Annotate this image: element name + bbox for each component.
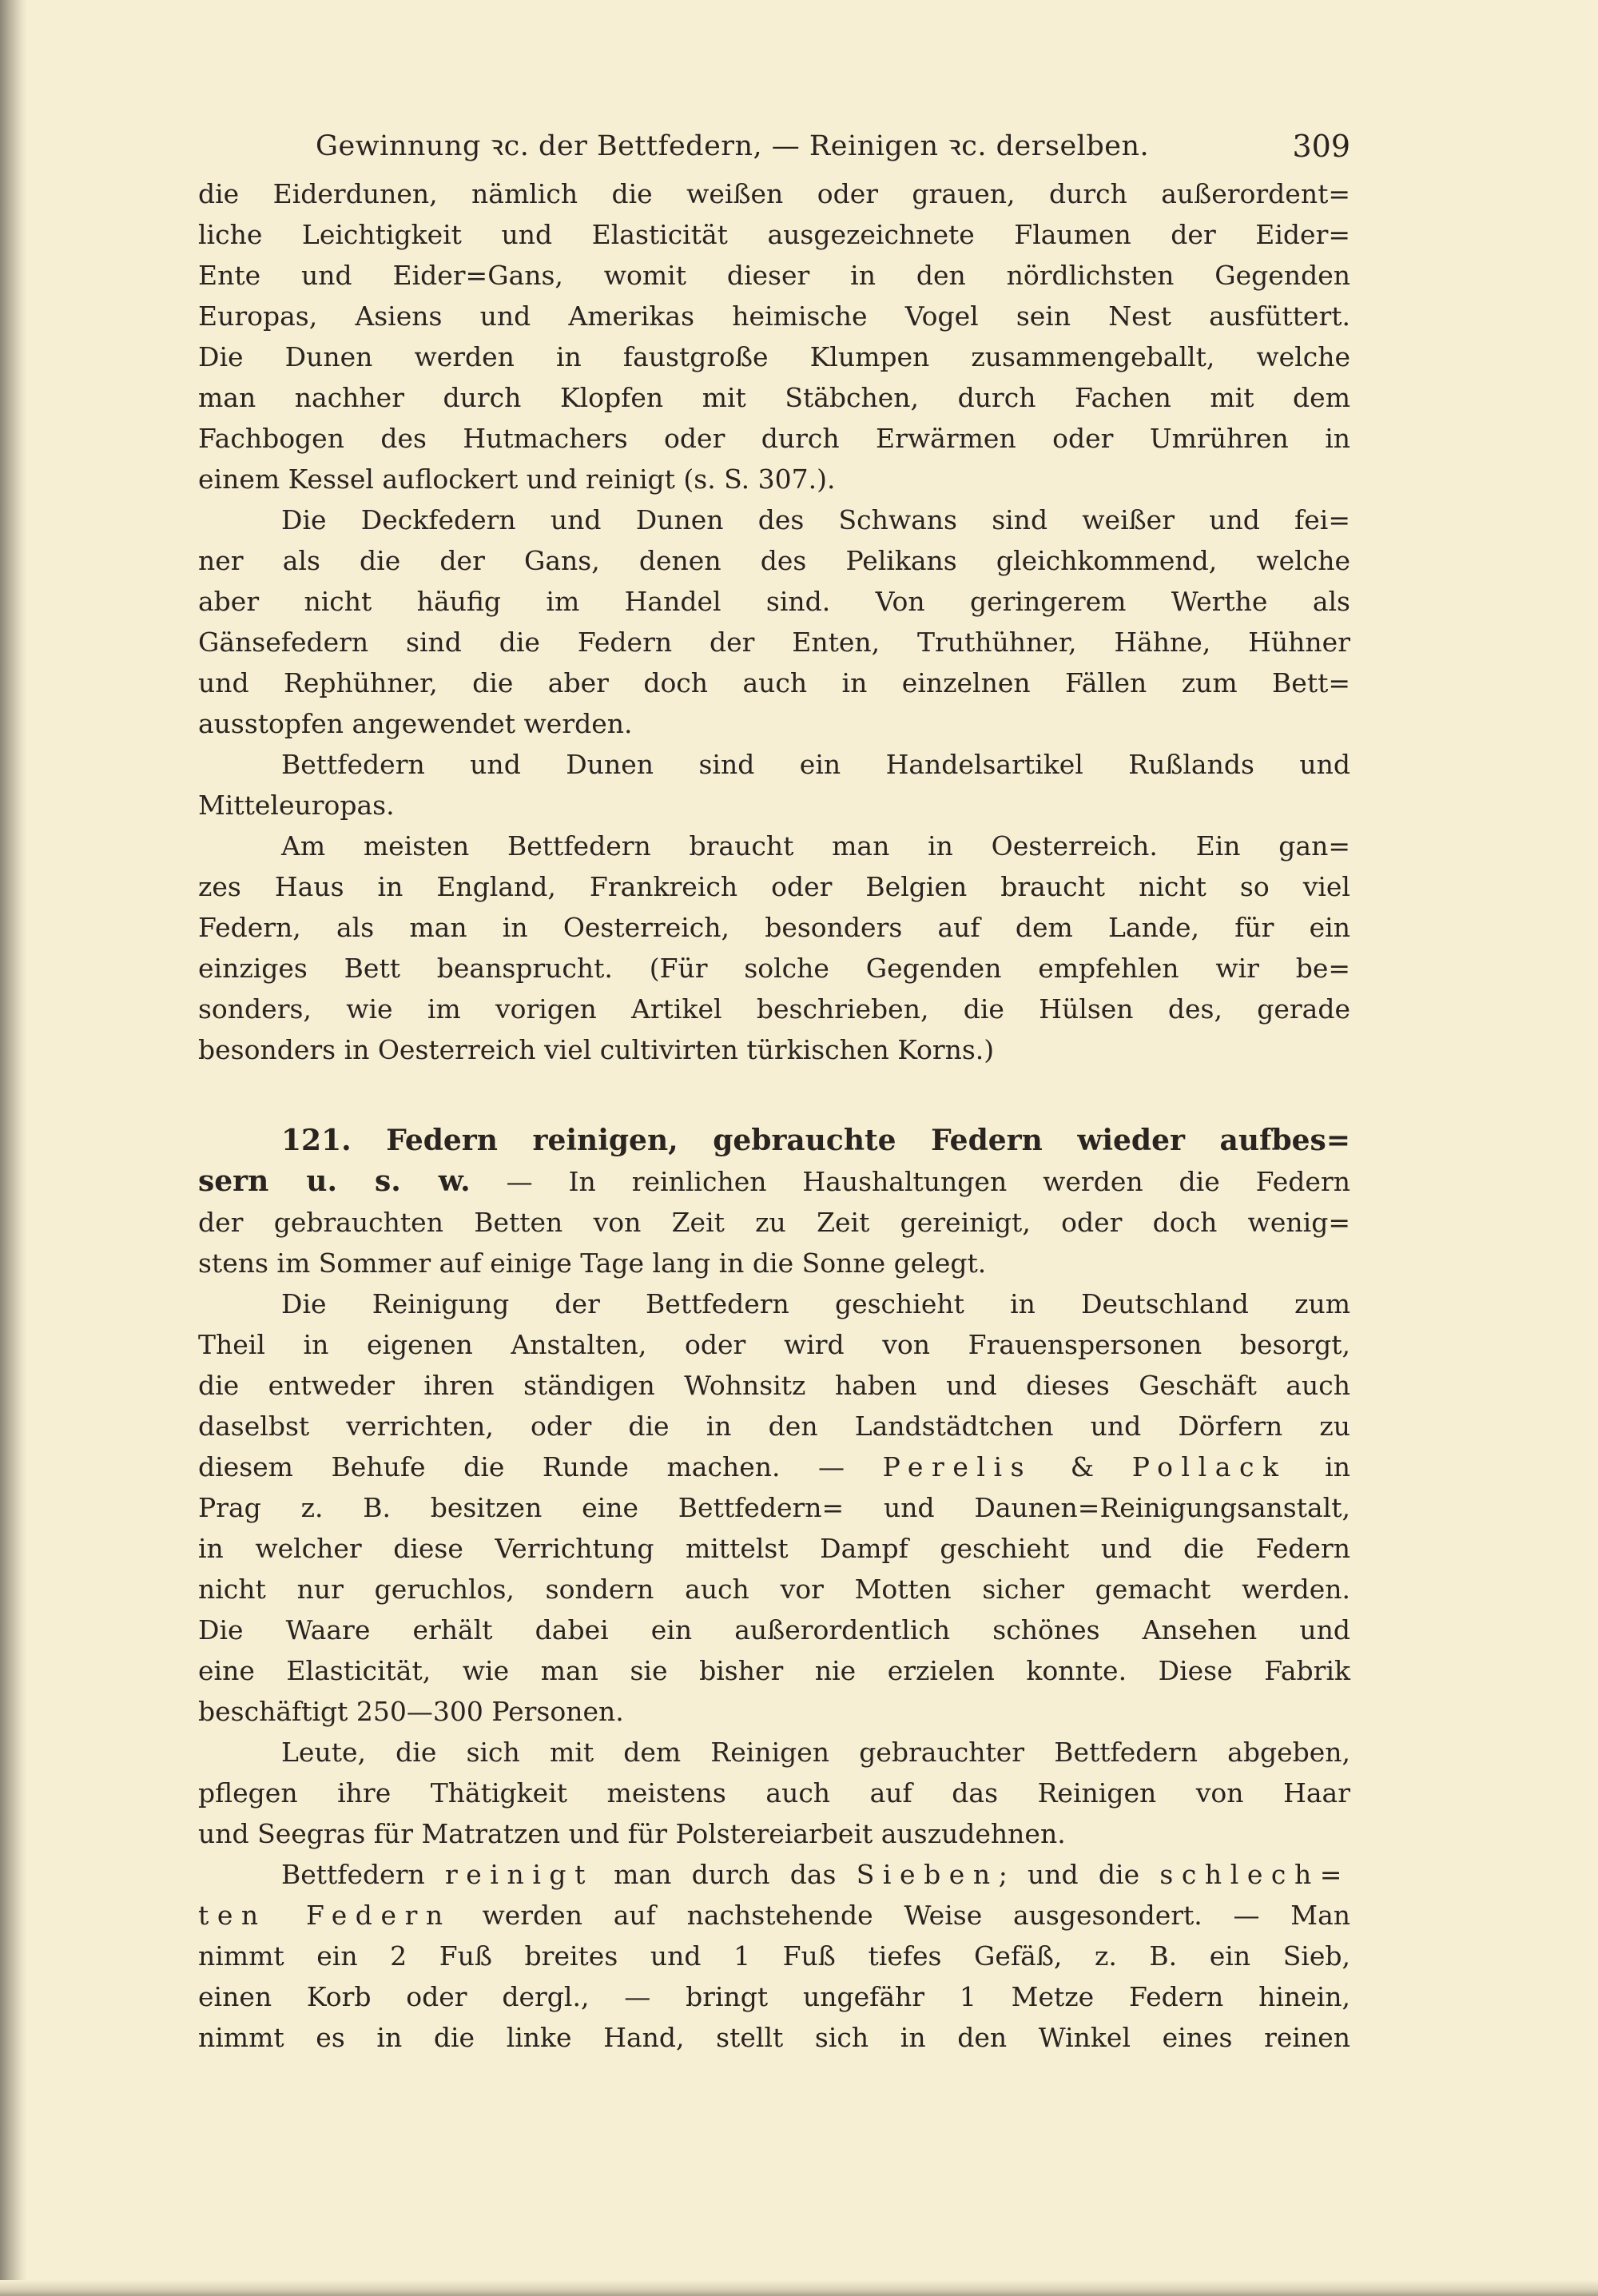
text-line: Fachbogen des Hutmachers oder durch Erwärmen oder Umrühren in (198, 423, 1350, 454)
page-bottom-edge (0, 2280, 1598, 2296)
paragraph (198, 173, 1350, 499)
text-line: Leute, die sich mit dem Reinigen gebrauchter Bettfedern abgeben, (281, 1737, 1350, 1768)
text-line: Federn, als man in Oesterreich, besonders auf dem Lande, für ein (198, 912, 1350, 943)
text-line (198, 1854, 1350, 1895)
text-line: nimmt ein 2 Fuß breites und 1 Fuß tiefes Gefäß, z. B. ein Sieb, (198, 1940, 1350, 1972)
text-line: aber nicht häufig im Handel sind. Von geringerem Werthe als (198, 586, 1350, 617)
text-line: daselbst verrichten, oder die in den Landstädtchen und Dörfern zu (198, 1411, 1350, 1442)
text-line: nicht nur geruchlos, sondern auch vor Motten sicher gemacht werden. (198, 1574, 1350, 1605)
text-line: Die Dunen werden in faustgroße Klumpen zusammengeballt, welche (198, 341, 1350, 372)
text-line: besonders in Oesterreich viel cultivirten türkischen Korns.) (198, 1034, 995, 1065)
spaced-emphasis-text: Pollack (1131, 1451, 1287, 1482)
text-line: die entweder ihren ständigen Wohnsitz haben und dieses Geschäft auch (198, 1370, 1350, 1401)
text-line: man nachher durch Klopfen mit Stäbchen, durch Fachen mit dem (198, 382, 1350, 413)
book-gutter-shadow (0, 0, 27, 2296)
text-line: der gebrauchten Betten von Zeit zu Zeit gereinigt, oder doch wenig= (198, 1207, 1350, 1238)
text-line: beschäftigt 250—300 Personen. (198, 1696, 624, 1727)
text-line: Die Deckfedern und Dunen des Schwans sind weißer und fei= (281, 504, 1350, 535)
text-segment: werden auf nachstehende Weise ausgesondert. — Man (451, 1900, 1350, 1931)
text-line: ner als die der Gans, denen des Pelikans gleichkommend, welche (198, 545, 1350, 576)
paragraph (198, 1283, 1350, 1732)
text-line: einen Korb oder dergl., — bringt ungefähr 1 Metze Federn hinein, (198, 1981, 1350, 2012)
text-line: einem Kessel auflockert und reinigt (s. S. 307.). (198, 464, 836, 495)
text-line: stens im Sommer auf einige Tage lang in die Sonne gelegt. (198, 1247, 987, 1279)
page-number: 309 (1292, 129, 1350, 164)
text-segment: & (1032, 1451, 1132, 1482)
text-line: Die Waare erhält dabei ein außerordentlich schönes Ansehen und (198, 1614, 1350, 1645)
paragraph (198, 744, 1350, 826)
page-header (198, 126, 1350, 166)
text-line: in welcher diese Verrichtung mittelst Dampf geschieht und die Federn (198, 1533, 1350, 1564)
text-line (198, 1161, 1350, 1202)
text-line: die Eiderdunen, nämlich die weißen oder grauen, durch außerordent= (198, 178, 1350, 209)
spaced-emphasis-text: ten Federn (198, 1900, 451, 1931)
paragraph (198, 826, 1350, 1070)
text-line: einziges Bett beansprucht. (Für solche Gegenden empfehlen wir be= (198, 953, 1350, 984)
spaced-emphasis-text: Perelis (882, 1451, 1033, 1482)
text-segment: — In reinlichen Haushaltungen werden die Federn (470, 1166, 1350, 1197)
text-line (198, 1895, 1350, 1936)
text-segment: diesem Behufe die Runde machen. — (198, 1451, 883, 1482)
text-segment: man durch das (593, 1859, 857, 1890)
text-line (198, 1120, 1350, 1161)
text-line: Mitteleuropas. (198, 790, 395, 821)
text-line: sonders, wie im vorigen Artikel beschrieben, die Hülsen des, gerade (198, 993, 1350, 1025)
paragraph (198, 1854, 1350, 2058)
spaced-emphasis-text: reinigt (444, 1859, 594, 1890)
text-line: Gänsefedern sind die Federn der Enten, Truthühner, Hähne, Hühner (198, 627, 1350, 658)
text-line: Europas, Asiens und Amerikas heimische Vogel sein Nest ausfüttert. (198, 300, 1350, 332)
text-line: und Rephühner, die aber doch auch in einzelnen Fällen zum Bett= (198, 667, 1350, 698)
text-line: Ente und Eider=Gans, womit dieser in den nördlichsten Gegenden (198, 260, 1350, 291)
text-line: Theil in eigenen Anstalten, oder wird von Frauenspersonen besorgt, (198, 1329, 1350, 1360)
section-heading-text: 121. Federn reinigen, gebrauchte Federn wieder aufbes= (281, 1124, 1350, 1157)
text-segment: Bettfedern (281, 1859, 445, 1890)
text-line: zes Haus in England, Frankreich oder Belgien braucht nicht so viel (198, 871, 1350, 902)
section-121-paragraph (198, 1120, 1350, 1283)
running-title: Gewinnung ꝛc. der Bettfedern, — Reinigen ꝛc. derselben. (316, 130, 1150, 162)
text-segment: in (1286, 1451, 1350, 1482)
text-line: pflegen ihre Thätigkeit meistens auch auf das Reinigen von Haar (198, 1777, 1350, 1809)
text-line: Am meisten Bettfedern braucht man in Oesterreich. Ein gan= (281, 830, 1350, 861)
text-line: und Seegras für Matratzen und für Polstereiarbeit auszudehnen. (198, 1818, 1066, 1849)
text-line: eine Elasticität, wie man sie bisher nie erzielen konnte. Diese Fabrik (198, 1655, 1350, 1686)
text-segment: ; und die (998, 1859, 1160, 1890)
section-heading-text: sern u. s. w. (198, 1164, 471, 1198)
paragraph (198, 1732, 1350, 1854)
text-line: nimmt es in die linke Hand, stellt sich in den Winkel eines reinen (198, 2022, 1350, 2053)
text-line: liche Leichtigkeit und Elasticität ausgezeichnete Flaumen der Eider= (198, 219, 1350, 250)
text-line: Die Reinigung der Bettfedern geschieht in Deutschland zum (281, 1288, 1350, 1319)
text-line: Prag z. B. besitzen eine Bettfedern= und Daunen=Reinigungsanstalt, (198, 1492, 1350, 1523)
spaced-emphasis-text: schlech= (1159, 1859, 1350, 1890)
page-body (198, 173, 1350, 2058)
text-line (198, 1446, 1350, 1487)
paragraph (198, 499, 1350, 744)
text-line: Bettfedern und Dunen sind ein Handelsartikel Rußlands und (281, 749, 1350, 780)
text-line: ausstopfen angewendet werden. (198, 708, 633, 739)
spaced-emphasis-text: Sieben (856, 1859, 999, 1890)
